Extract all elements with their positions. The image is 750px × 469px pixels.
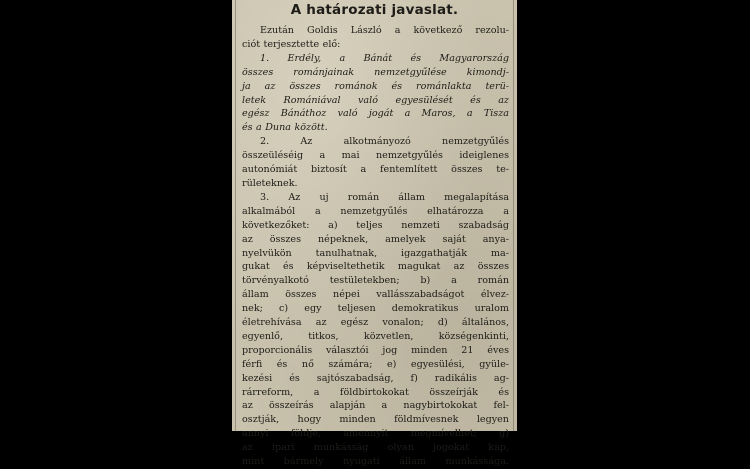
text-line: nyelvükön tanulhatnak, igazgathatják ma- — [242, 247, 509, 259]
text-line: annyi földje, amennyit megmívelhet; g) — [242, 428, 509, 440]
text-line: törvényalkotó testületekben; b) a román — [242, 275, 509, 287]
text-line: mint bármely nyugati állam munkássága. — [242, 456, 509, 468]
text-line: férfi és nő számára; e) egyesülési, gyüle- — [242, 358, 509, 370]
text-line: 2. Az alkotmányozó nemzetgyűlés — [260, 136, 509, 148]
text-line: összeüléséig a mai nemzetgyűlés ideiglenes — [242, 150, 509, 162]
text-line: az ipari munkásság olyan jogokat kap, — [242, 442, 509, 454]
text-line: autonómiát biztosít a fentemlített összes te- — [242, 164, 509, 176]
text-line: kezési és sajtószabadság, f) radikális ag- — [242, 372, 509, 384]
text-line: ciót terjesztette elő: — [242, 38, 341, 50]
text-line: az összes népeknek, amelyek saját anya- — [242, 233, 509, 245]
text-line: proporcionális választói jog minden 21 éves — [242, 344, 509, 356]
text-line: ja az összes románok és románlakta terü- — [242, 80, 509, 92]
text-line: alkalmából a nemzetgyűlés elhatározza a — [242, 205, 509, 217]
newspaper-clipping — [232, 0, 517, 468]
text-line: összes románjainak nemzetgyűlése kimondj- — [242, 66, 509, 78]
column-rule-left — [235, 0, 236, 431]
text-line: az összeírás alapján a nagybirtokokat fel- — [242, 400, 509, 412]
text-line: gukat és képviseltethetik magukat az összes — [242, 261, 509, 273]
text-line: osztják, hogy minden földmívesnek legyen — [242, 414, 509, 426]
text-line: rületeknek. — [242, 177, 298, 189]
text-line: Ezután Goldis László a következő rezolu- — [260, 25, 509, 36]
text-line: következőket: a) teljes nemzeti szabadság — [242, 219, 509, 231]
text-line: egyenlő, titkos, közvetlen, községenkinti, — [242, 330, 509, 342]
text-line: rárreform, a földbirtokokat összeírják és — [242, 386, 509, 398]
text-line: 1. Erdély, a Bánát és Magyarország — [260, 52, 509, 64]
text-line: letek Romániával való egyesülését és az — [242, 94, 509, 106]
text-line: nek; c) egy teljesen demokratikus uralom — [242, 303, 509, 315]
text-line: és a Duna között. — [242, 122, 328, 134]
text-line: életrehívása az egész vonalon; d) általános, — [242, 317, 509, 329]
column-rule-right — [513, 0, 514, 431]
article-body — [242, 24, 509, 469]
text-line: 3. Az uj román állam megalapítása — [260, 191, 509, 203]
text-line: állam összes népei vallásszabadságot élvez- — [242, 289, 509, 301]
article-headline: A határozati javaslat. — [290, 2, 459, 18]
text-line: egész Bánáthoz való jogát a Maros, a Tisza — [242, 108, 509, 120]
